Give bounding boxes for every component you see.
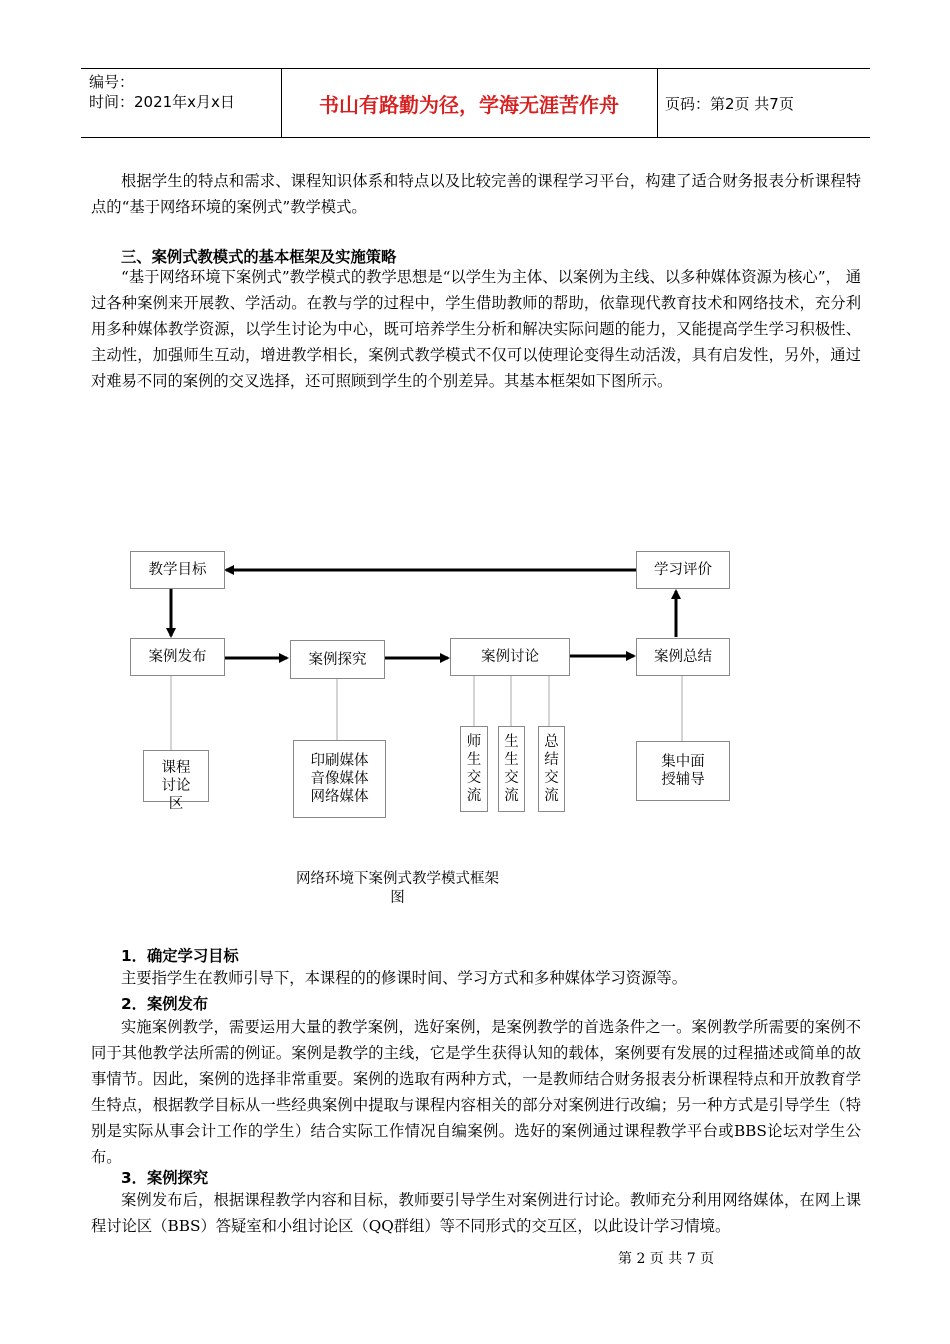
motto: 书山有路勤为径，学海无涯苦作舟 — [319, 93, 619, 117]
node-student-student-exchange: 生生交流 — [498, 726, 525, 812]
node-case-discuss: 案例讨论 — [450, 638, 570, 676]
node-course-forum: 课程讨论区 — [143, 750, 209, 802]
page-label: 页码：第2页 共7页 — [665, 95, 794, 113]
node-case-summary: 案例总结 — [636, 638, 730, 676]
paragraph-1: 主要指学生在教师引导下，本课程的的修课时间、学习方式和多种媒体学习资源等。 — [121, 969, 687, 987]
paragraph-2: 实施案例教学，需要运用大量的教学案例，选好案例，是案例教学的首选条件之一。案例教学所需要的案例不同于其他教学法所需的例证。案例是教学的主线，它是学生获得认知的载体，案例要有发展的过程描述或简单的故事情节。因此，案例的选择非常重要。案例的选取有两种方式，一是教师结合财务报表分析课程特点和开放教育学生特点，根据教学目标从一些经典案例中提取与课程内容相关的部分对案例进行改编；另一种方式是引导学生（特别是实际从事会计工作的学生）结合实际工作情况自编案例。选好的案例通过课程教学平台或BBS论坛对学生公布。 — [91, 1018, 861, 1166]
node-case-publish: 案例发布 — [130, 638, 225, 676]
heading-3: 3．案例探究 — [121, 1169, 209, 1187]
node-media — [293, 740, 386, 818]
node-tutoring — [636, 741, 730, 801]
paragraph-3: 案例发布后，根据课程教学内容和目标，教师要引导学生对案例进行讨论。教师充分利用网络媒体，在网上课程讨论区（BBS）答疑室和小组讨论区（QQ群组）等不同形式的交互区，以此设计学习情境。 — [91, 1191, 861, 1235]
media-print: 印刷媒体 — [310, 753, 369, 769]
tutoring-line2: 授辅导 — [661, 772, 705, 788]
node-learning-evaluation: 学习评价 — [636, 551, 730, 589]
page-footer: 第 2 页 共 7 页 — [618, 1251, 715, 1267]
number-label: 编号： — [89, 73, 135, 91]
heading-2: 2．案例发布 — [121, 995, 209, 1013]
media-av: 音像媒体 — [310, 771, 369, 787]
node-teacher-student-exchange: 师生交流 — [460, 726, 488, 812]
time-label: 时间：2021年x月x日 — [89, 93, 235, 111]
heading-1: 1．确定学习目标 — [121, 947, 239, 965]
node-case-explore: 案例探究 — [290, 640, 385, 679]
node-teaching-goal: 教学目标 — [130, 551, 225, 589]
tutoring-line1: 集中面 — [661, 754, 705, 770]
section3-paragraph: “基于网络环境下案例式”教学模式的教学思想是“以学生为主体、以案例为主线、以多种媒体资源为核心”， 通过各种案例来开展教、学活动。在教与学的过程中，学生借助教师的帮助，依靠现代教育技术和网络技术，充分利用多种媒体教学资源，以学生讨论为中心，既可培养学生分析和解决实际问题的能力，又能提高学生学习积极性、主动性，加强师生互动，增进教学相长，案例式教学模式不仅可以使理论变得生动活泼，具有启发性，另外，通过对难易不同的案例的交叉选择，还可照顾到学生的个别差异。其基本框架如下图所示。 — [91, 268, 861, 390]
media-network: 网络媒体 — [310, 789, 369, 805]
section3-title: 三、案例式教模式的基本框架及实施策略 — [121, 248, 397, 266]
node-summary-exchange: 总结交流 — [538, 726, 565, 812]
diagram-caption: 网络环境下案例式教学模式框架图 — [296, 871, 499, 906]
intro-paragraph: 根据学生的特点和需求、课程知识体系和特点以及比较完善的课程学习平台，构建了适合财务报表分析课程特点的“基于网络环境的案例式”教学模式。 — [91, 172, 861, 216]
